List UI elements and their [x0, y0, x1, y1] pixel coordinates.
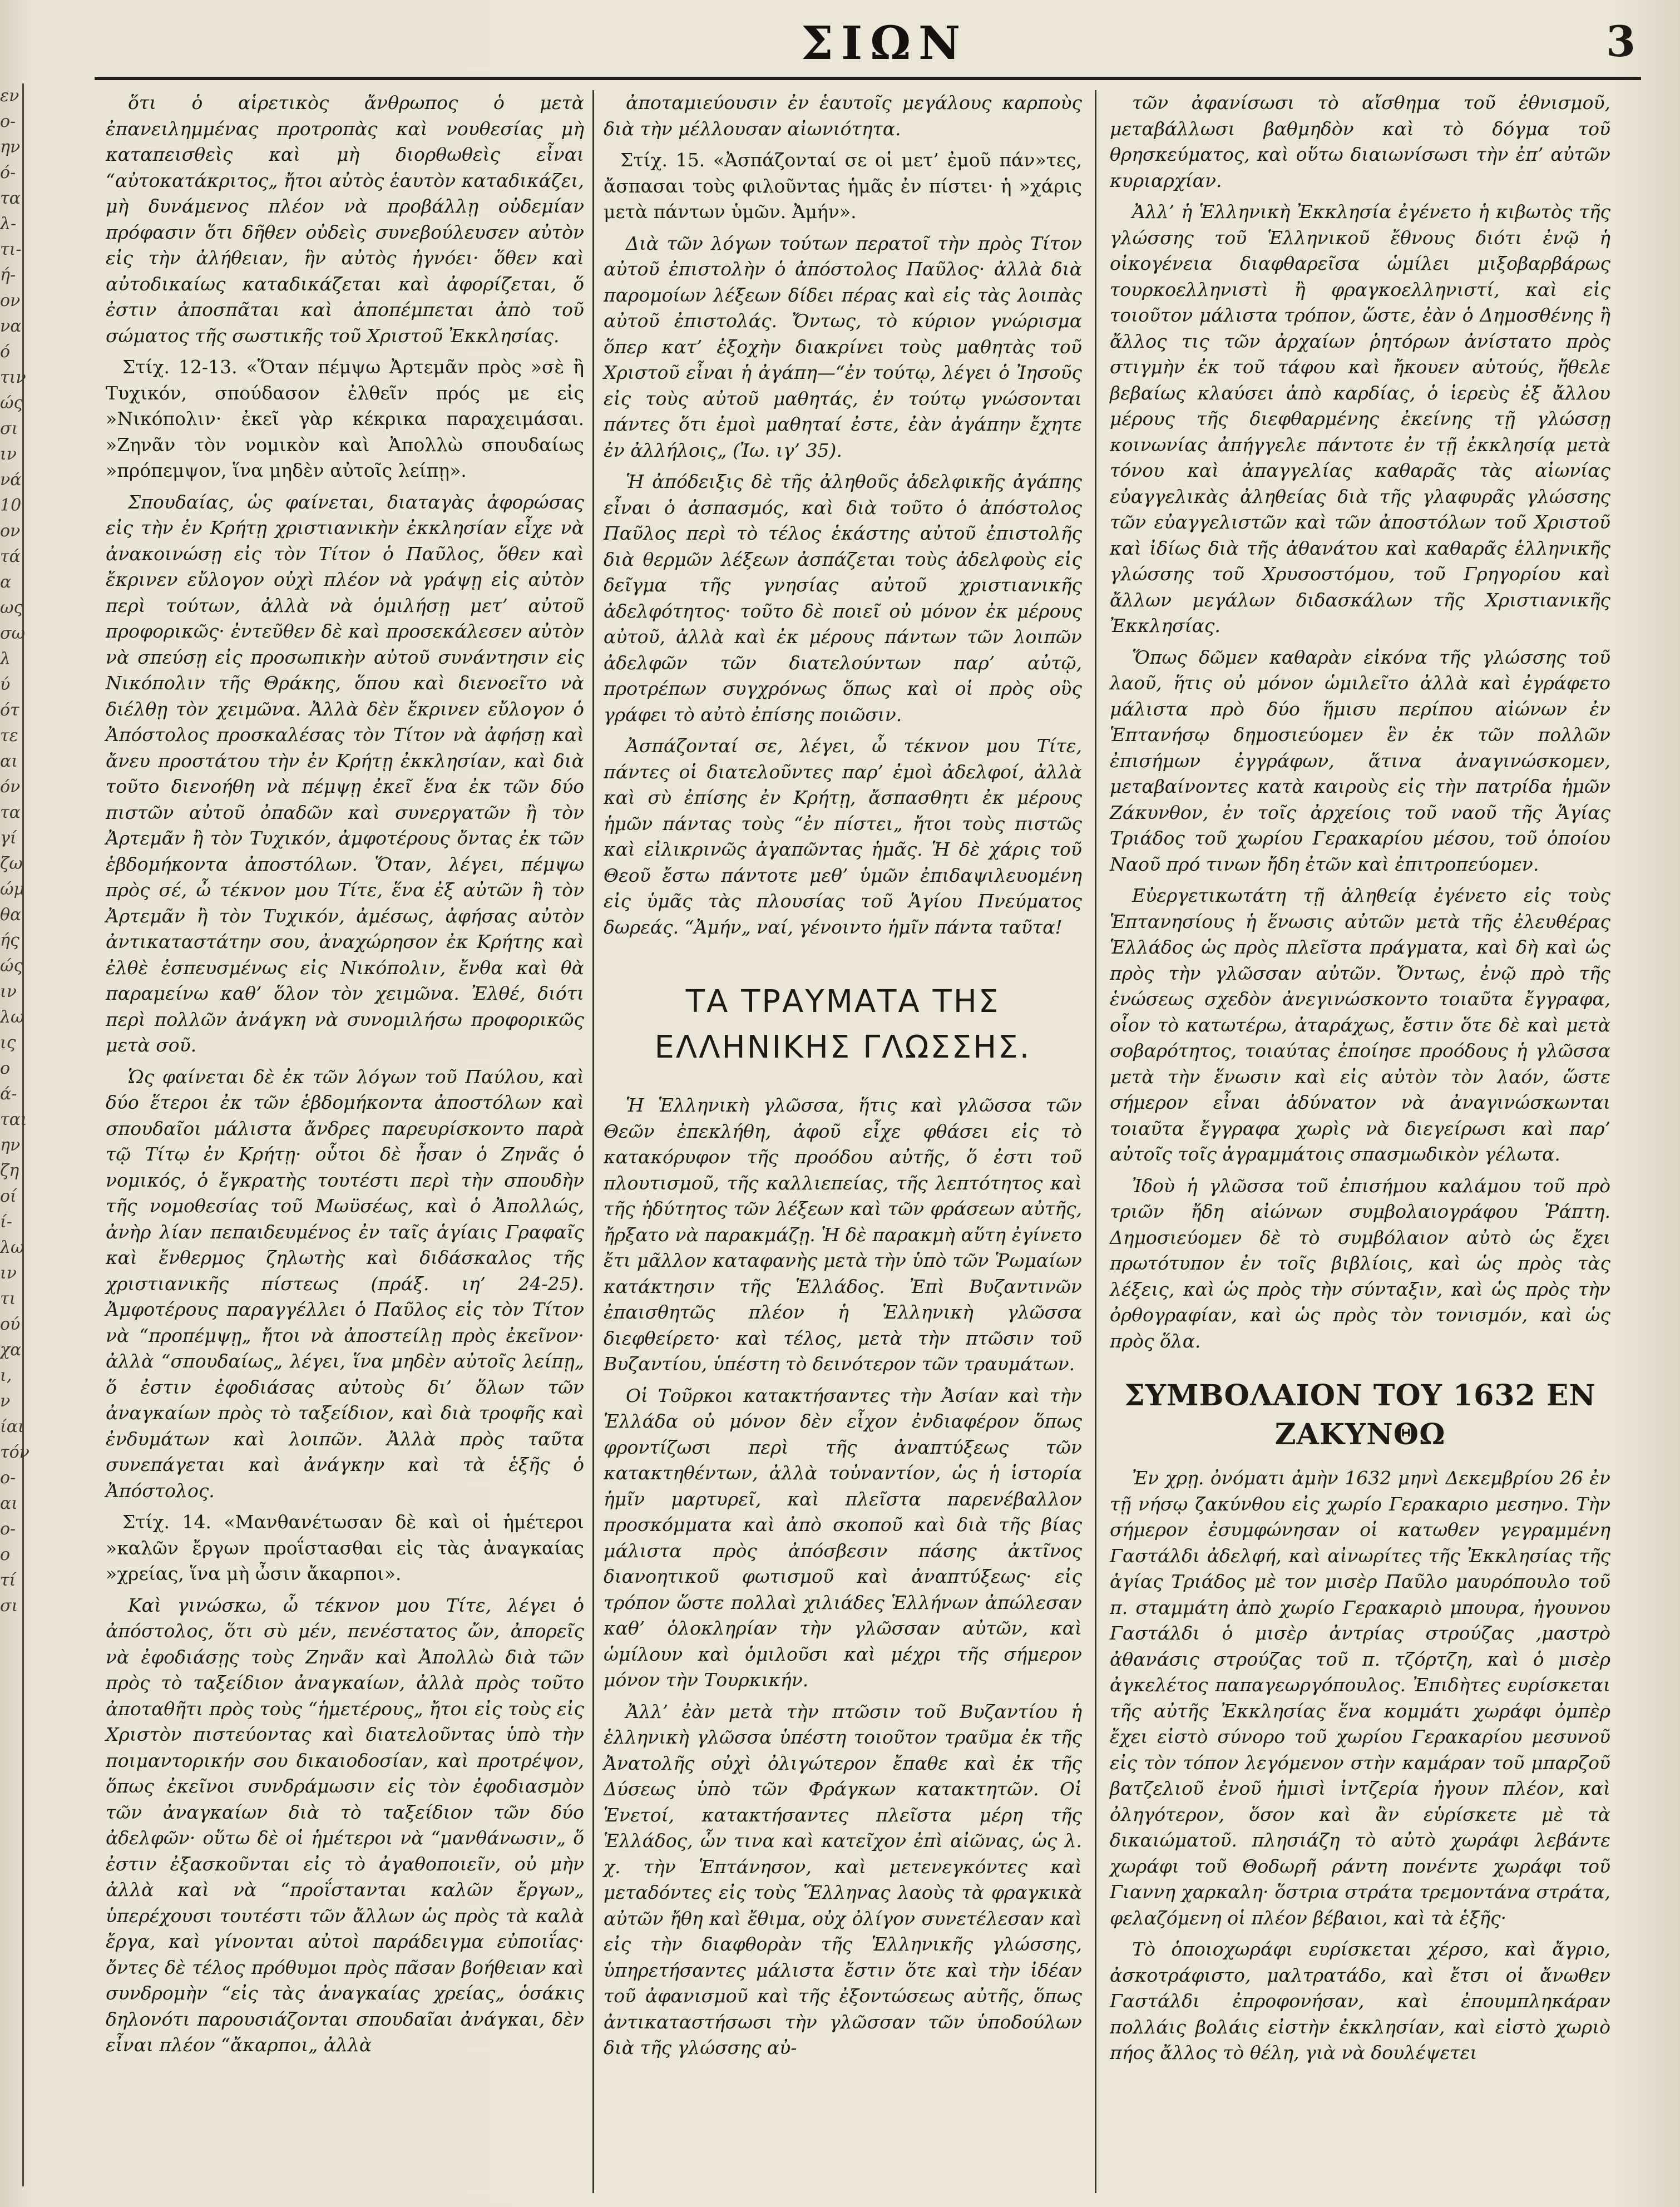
article-headline: ΤΑ ΤΡΑΥΜΑΤΑ ΤΗΣ ΕΛΛΗΝΙΚΗΣ ΓΛΩΣΣΗΣ.	[654, 984, 1031, 1065]
edge-fragment: λω	[0, 1238, 24, 1257]
paragraph: Σπουδαίας, ὡς φαίνεται, διαταγὰς ἀφορώσας εἰς τὴν ἐν Κρήτῃ χριστιανικὴν ἐκκλησίαν εἶχε νὰ ἀνακοινώσῃ εἰς τὸν Τίτον ὁ Παῦλος, ὅθεν καὶ ἔκρινεν εὔλογον οὐχὶ πλέον νὰ γράψῃ εἰς αὐτὸν περὶ τούτων, ἀλλὰ νὰ ὁμιλήσῃ μετ’ αὐτοῦ προφορικῶς· ἐντεῦθεν δὲ καὶ προσεκάλεσεν αὐτὸν νὰ σπεύσῃ εἰς προσωπικὴν αὐτοῦ συνάντησιν εἰς Νικόπολιν τῆς Θράκης, ὅπου καὶ διενοεῖτο νὰ διέλθῃ τὸν χειμῶνα. Ἀλλὰ δὲν ἔκρινεν εὔλογον ὁ Ἀπόστολος προσκαλέσας τὸν Τίτον νὰ ἀφήσῃ καὶ ἄνευ προστάτου τὴν ἐν Κρήτῃ ἐκκλησίαν, καὶ διὰ τοῦτο διενοήθη νὰ πέμψῃ ἐκεῖ ἕνα ἐκ τῶν δύο πιστῶν αὐτοῦ ὀπαδῶν καὶ συνεργατῶν ἢ τὸν Ἀρτεμᾶν ἢ τὸν Τυχικόν, ἀμφοτέρους ὄντας ἐκ τῶν ἑβδομήκοντα ἀποστόλων. Ὅταν, λέγει, πέμψω πρὸς σέ, ὦ τέκνον μου Τίτε, ἕνα ἐξ αὐτῶν ἢ τὸν Ἀρτεμᾶν ἢ τὸν Τυχικόν, ἀμέσως, ἀφήσας αὐτὸν ἀντικαταστάτην σου, ἀναχώρησον ἐκ Κρήτης καὶ ἐλθὲ ἐσπευσμένως εἰς Νικόπολιν, ἔνθα καὶ θὰ παραμείνω καθ’ ὅλον τὸν χειμῶνα. Ἐλθέ, διότι περὶ πολλῶν ἀνάγκη νὰ συνομιλήσω προφορικῶς μετὰ σοῦ.	[106, 491, 584, 1056]
paragraph: Ὡς φαίνεται δὲ ἐκ τῶν λόγων τοῦ Παύλου, καὶ δύο ἕτεροι ἐκ τῶν ἑβδομήκοντα ἀποστόλων καὶ σπουδαῖοι μάλιστα ἄνδρες παρευρίσκοντο παρὰ τῷ Τίτῳ ἐν Κρήτῃ· οὗτοι δὲ ἦσαν ὁ Ζηνᾶς ὁ νομικός, ὁ ἔγκρατὴς τουτέστι περὶ τὴν σπουδὴν τῆς νομοθεσίας τοῦ Μωϋσέως, καὶ ὁ Ἀπολλώς, ἀνὴρ λίαν πεπαιδευμένος ἐν ταῖς ἁγίαις Γραφαῖς καὶ ἔνθερμος ζηλωτὴς καὶ διδάσκαλος τῆς χριστιανικῆς πίστεως (πράξ. ιη’ 24-25). Ἀμφοτέρους παραγγέλλει ὁ Παῦλος εἰς τὸν Τίτον νὰ “προπέμψῃ„ ἤτοι νὰ ἀποστείλῃ πρὸς ἐκεῖνον· ἀλλὰ “σπουδαίως„ λέγει, ἵνα μηδὲν αὐτοῖς λείπῃ„ ὅ ἐστιν ἐφοδιάσας αὐτοὺς δι’ ὅλων τῶν ἀναγκαίων πρὸς τὸ ταξείδιον, καὶ διὰ τροφῆς καὶ ἐνδυμάτων καὶ λοιπῶν. Ἀλλὰ πρὸς ταῦτα συνεπάγεται καὶ ἀνάγκην καὶ τὰ ἑξῆς ὁ Ἀπόστολος.	[106, 1065, 584, 1502]
column-separator	[592, 90, 594, 2193]
edge-fragment: ώμ	[0, 880, 24, 899]
edge-fragment: σι	[0, 419, 18, 438]
edge-fragment: ό	[0, 342, 11, 362]
edge-fragment: ο-	[0, 1519, 16, 1539]
edge-fragment: ότ	[0, 700, 19, 720]
edge-fragment: λω	[0, 1008, 24, 1027]
edge-fragment: ο	[0, 1059, 11, 1078]
paragraph: ἀποταμιεύουσιν ἐν ἑαυτοῖς μεγάλους καρποὺς διὰ τὴν μέλλουσαν αἰωνιότητα.	[604, 92, 1082, 140]
edge-fragment: ύ	[0, 675, 11, 694]
paragraph: Ἀλλ’ ἐὰν μετὰ τὴν πτῶσιν τοῦ Βυζαντίου ἡ ἑλληνικὴ γλῶσσα ὑπέστη τοιοῦτον τραῦμα ἐκ τῆς Ἀνατολῆς οὐχὶ ὀλιγώτερον ἔπαθε καὶ ἐκ τῆς Δύσεως ὑπὸ τῶν Φράγκων κατακτητῶν. Οἱ Ἑνετοί, κατακτήσαντες πλεῖστα μέρη τῆς Ἑλλάδος, ὧν τινα καὶ κατεῖχον ἐπὶ αἰῶνας, ὡς λ. χ. τὴν Ἑπτάνησον, καὶ μετενεγκόντες καὶ μεταδόντες εἰς τοὺς Ἕλληνας λαοὺς τὰ φραγκικὰ αὐτῶν ἤθη καὶ ἔθιμα, οὐχ ὀλίγον συνετέλεσαν καὶ εἰς τὴν διαφθορὰν τῆς Ἑλληνικῆς γλώσσης, ὑπηρετήσαντες μάλιστα ἔστιν ὅτε καὶ τὴν ἰδέαν τοῦ ἀφανισμοῦ καὶ τῆς ἐξοντώσεως αὐτῆς, ὅπως ἀντικαταστήσωσι τὴν γλῶσσαν τῶν ὑποδούλων διὰ τῆς γλώσσης αὐ-	[604, 1700, 1082, 2058]
paragraph: Ἀσπάζονταί σε, λέγει, ὦ τέκνον μου Τίτε, πάντες οἱ διατελοῦντες παρ’ ἐμοὶ ἀδελφοί, ἀλλὰ καὶ σὺ ἐπίσης ἐν Κρήτῃ, ἄσπασθητι ἐκ μέρους ἡμῶν πάντας τοὺς “ἐν πίστει„ ἤτοι τοὺς πιστῶς καὶ εἰλικρινῶς ἀγαπῶντας ἡμᾶς. Ἡ δὲ χάρις τοῦ Θεοῦ ἔστω πάντοτε μεθ’ ὑμῶν ἐπιδαψιλευομένη εἰς ὑμᾶς τὰς πλουσίας τοῦ Ἁγίου Πνεύματος δωρεάς. “Ἀμήν„ ναί, γένοιντο ἡμῖν πάντα ταῦτα!	[604, 735, 1082, 938]
paragraph: Καὶ γινώσκω, ὦ τέκνον μου Τίτε, λέγει ὁ ἀπόστολος, ὅτι σὺ μέν, πενέστατος ὤν, ἀπορεῖς νὰ ἐφοδιάσῃς τοὺς Ζηνᾶν καὶ Ἀπολλὼ διὰ τῶν πρὸς τὸ ταξείδιον ἀναγκαίων, ἀλλὰ πρὸς τοῦτο ἀποταθῆτι πρὸς τοὺς “ἡμετέρους„ ἤτοι εἰς τοὺς εἰς Χριστὸν πιστεύοντας καὶ διατελοῦντας ὑπὸ τὴν ποιμαντορικήν σου δικαιοδοσίαν, καὶ προτρέψον, ὅπως ἐκεῖνοι συνδράμωσιν εἰς τὸν ἐφοδιασμὸν τῶν ἀναγκαίων διὰ τὸ ταξείδιον τῶν δύο ἀδελφῶν· οὕτω δὲ οἱ ἡμέτεροι νὰ “μανθάνωσιν„ ὅ ἐστιν ἐξασκοῦνται εἰς τὸ ἀγαθοποιεῖν, οὐ μὴν ἀλλὰ καὶ νὰ “προΐστανται καλῶν ἔργων„ ὑπερέχουσι τουτέστι τῶν ἄλλων ὡς πρὸς τὰ καλὰ ἔργα, καὶ γίνονται αὐτοὶ παράδειγμα εὐποιΐας· ὄντες δὲ τέλος πρόθυμοι πρὸς πᾶσαν βοήθειαν καὶ συνδρομὴν “εἰς τὰς ἀναγκαίας χρείας„ ὁσάκις δηλονότι παρουσιάζονται σπουδαῖαι ἀνάγκαι, δὲν εἶναι πλέον “ἄκαρποι„ ἀλλὰ	[106, 1594, 584, 2056]
page-number: 3	[1606, 17, 1635, 66]
paragraph: Ἡ ἀπόδειξις δὲ τῆς ἀληθοῦς ἀδελφικῆς ἀγάπης εἶναι ὁ ἀσπασμός, καὶ διὰ τοῦτο ὁ ἀπόστολος Παῦλος περὶ τὸ τέλος ἑκάστης αὐτοῦ ἐπιστολῆς διὰ θερμῶν λέξεων ἀσπάζεται τοὺς ἀδελφοὺς εἰς δεῖγμα τῆς γνησίας αὐτοῦ χριστιανικῆς ἀδελφότητος· τοῦτο δὲ ποιεῖ οὐ μόνον ἐκ μέρους αὐτοῦ, ἀλλὰ καὶ ἐκ μέρους πάντων τῶν λοιπῶν ἀδελφῶν τῶν διατελούντων παρ’ αὐτῷ, προτρέπων συγχρόνως ὅπως καὶ οἱ πρὸς οὓς γράφει τὸ αὐτὸ ἐπίσης ποιῶσιν.	[604, 471, 1082, 725]
edge-fragment: ιν	[0, 445, 17, 464]
edge-fragment: τε	[0, 726, 18, 745]
paragraph: Ὅπως δῶμεν καθαρὰν εἰκόνα τῆς γλώσσης τοῦ λαοῦ, ἥτις οὐ μόνον ὡμιλεῖτο ἀλλὰ καὶ ἐγράφετο μάλιστα πρὸ δύο ἥμισυ περίπου αἰώνων ἐν Ἑπτανήσῳ δημοσιεύομεν ἓν ἐκ τῶν πολλῶν ἐπισήμων ἐγγράφων, ἅτινα ἀναγινώσκομεν, μεταβαίνοντες κατὰ καιροὺς εἰς τὴν πατρίδα ἡμῶν Ζάκυνθον, ἐν τοῖς ἀρχείοις τοῦ ναοῦ τῆς Ἁγίας Τριάδος τοῦ χωρίου Γερακαρίου μέσου, τοῦ ὁποίου Ναοῦ πρό τινων ἤδη ἐτῶν καὶ ἐπιτροπεύομεν.	[1110, 646, 1610, 875]
edge-fragment: τιν	[0, 368, 26, 387]
edge-fragment: ίαι	[0, 1417, 24, 1436]
edge-fragment: ώς	[0, 956, 23, 976]
edge-fragment: ζη	[0, 1161, 19, 1181]
edge-fragment: ό-	[0, 163, 16, 182]
edge-fragment: αι	[0, 1494, 18, 1513]
paragraph: Ἰδοὺ ἡ γλῶσσα τοῦ ἐπισήμου καλάμου τοῦ πρὸ τριῶν ἤδη αἰώνων συμβολαιογράφου Ῥάπτη. Δημοσιεύομεν δὲ τὸ συμβόλαιον αὐτὸ ὡς ἔχει πρωτότυπον ἐν τοῖς βιβλίοις, καὶ ὡς πρὸς τὰς λέξεις, καὶ ὡς πρὸς τὴν σύνταξιν, καὶ ὡς πρὸς τὴν ὀρθογραφίαν, καὶ ὡς πρὸς τὸν τονισμόν, καὶ ὡς πρὸς ὅλα.	[1110, 1174, 1610, 1352]
edge-fragment: να	[0, 317, 22, 336]
edge-fragment: σω	[0, 624, 25, 643]
edge-fragment: ού	[0, 1315, 21, 1334]
edge-fragment: ζω	[0, 854, 23, 873]
paragraph: Ἀλλ’ ἡ Ἑλληνικὴ Ἐκκλησία ἐγένετο ἡ κιβωτὸς τῆς γλώσσης τοῦ Ἑλληνικοῦ ἔθνους διότι ἐνῷ ἡ οἰκογένεια διαφθαρεῖσα ὡμίλει μιξοβαρβάρως τουρκοελληνιστὶ ἢ φραγκοελληνιστί, καὶ εἰς τοιοῦτον μάλιστα τρόπον, ὥστε, ἐὰν ὁ Δημοσθένης ἢ ἄλλος τις τῶν ἀρχαίων ῥητόρων ἀνίστατο πρὸς στιγμὴν ἐκ τοῦ τάφου καὶ ἤκουεν αὐτούς, ἤθελε βεβαίως κλαύσει ἀπὸ καρδίας, ὁ ἱερεὺς ἐξ ἄλλου μέρους τῆς διεφθαρμένης ἐκείνης τῇ γλώσσῃ κοινωνίας ἀπήγγελε πάντοτε ἐν τῇ ἐκκλησίᾳ μετὰ τόνου καὶ ἀπαγγελίας καθαρᾶς τὰς αἰωνίας εὐαγγελικὰς ἀληθείας διὰ τῆς γλαφυρᾶς γλώσσης τῶν εὐαγγελιστῶν καὶ τῶν ἀποστόλων τοῦ Χριστοῦ καὶ ἰδίως διὰ τῆς ἀθανάτου καὶ καθαρᾶς ἑλληνικῆς γλώσσης τοῦ Χρυσοστόμου, τοῦ Γρηγορίου καὶ ἄλλων μεγάλων διδασκάλων τῆς Χριστιανικῆς Ἐκκλησίας.	[1110, 201, 1610, 636]
document-subheading: ΣΥΜΒΟΛΑΙΟΝ ΤΟΥ 1632 ΕΝ ΖΑΚΥΝΘΩ	[1124, 1379, 1596, 1451]
edge-fragment: τά	[0, 547, 21, 566]
edge-fragment: αι	[0, 752, 18, 771]
masthead: ΣΙΩΝ	[801, 17, 969, 70]
edge-fragment: νά	[0, 470, 22, 490]
edge-fragment: ά-	[0, 1084, 17, 1104]
edge-fragment: τι	[0, 1289, 16, 1309]
edge-fragment: ις	[0, 1033, 16, 1053]
paragraph: Διὰ τῶν λόγων τούτων περατοῖ τὴν πρὸς Τίτον αὐτοῦ ἐπιστολὴν ὁ ἀπόστολος Παῦλος· ἀλλὰ διὰ παρομοίων λέξεων δίδει πέρας καὶ εἰς τὰς λοιπὰς αὐτοῦ ἐπιστολάς. Ὄντως, τὸ κύριον γνώρισμα ὅπερ κατ’ ἐξοχὴν διακρίνει τοὺς μαθητὰς τοῦ Χριστοῦ εἶναι ἡ ἀγάπη—“ἐν τούτῳ, λέγει ὁ Ἰησοῦς εἰς τοὺς αὐτοῦ μαθητάς, ἐν τούτῳ γνώσονται πάντες ὅτι ἐμοὶ μαθηταί ἐστε, ἐὰν ἀγάπην ἔχητε ἐν ἀλλήλοις„ (Ἰω. ιγ’ 35).	[604, 232, 1082, 461]
edge-fragment: ον	[0, 521, 21, 541]
column-1	[106, 90, 584, 2193]
edge-fragment: ην	[0, 137, 21, 157]
edge-fragment: τι-	[0, 240, 22, 259]
header-rule	[95, 77, 1641, 80]
edge-fragment: ο-	[0, 112, 16, 131]
edge-fragment: ιν	[0, 1263, 17, 1283]
edge-fragment: ι,	[0, 1366, 12, 1385]
adjacent-page-edge	[0, 83, 29, 2186]
scripture-verse: Στίχ. 15. «Ἀσπάζονταί σε οἱ μετ’ ἐμοῦ πάν»τες, ἄσπασαι τοὺς φιλοῦντας ἡμᾶς ἐν πίστει· ἡ »χάρις μετὰ πάντων ὑμῶν. Ἀμήν».	[604, 149, 1082, 223]
paragraph: τῶν ἀφανίσωσι τὸ αἴσθημα τοῦ ἐθνισμοῦ, μεταβάλλωσι βαθμηδὸν καὶ τὸ δόγμα τοῦ θρησκεύματος, καὶ οὕτω διαιωνίσωσι τὴν ἐπ’ αὐτῶν κυριαρχίαν.	[1110, 92, 1610, 191]
paragraph: Ἡ Ἑλληνικὴ γλῶσσα, ἥτις καὶ γλῶσσα τῶν Θεῶν ἐπεκλήθη, ἀφοῦ εἶχε φθάσει εἰς τὸ κατακόρυφον τῆς προόδου αὐτῆς, ὅ ἐστι τοῦ πλουτισμοῦ, τῆς καλλιεπείας, τῆς λεπτότητος καὶ τῆς ἡδύτητος τῶν λέξεων καὶ τῶν φράσεων αὐτῆς, ἤρξατο νὰ παρακμάζῃ. Ἡ δὲ παρακμὴ αὕτη ἐγίνετο ἔτι μᾶλλον καταφανὴς μετὰ τὴν ὑπὸ τῶν Ῥωμαίων κατάκτησιν τῆς Ἑλλάδος. Ἐπὶ Βυζαντινῶν ἐπαισθητῶς πλέον ἡ Ἑλληνικὴ γλῶσσα διεφθείρετο· καὶ τέλος, μετὰ τὴν πτῶσιν τοῦ Βυζαντίου, ὑπέστη τὸ δεινότερον τῶν τραυμάτων.	[604, 1094, 1082, 1375]
scripture-verse: Στίχ. 12-13. «Ὅταν πέμψω Ἀρτεμᾶν πρὸς »σὲ ἢ Τυχικόν, σπούδασον ἐλθεῖν πρός με εἰς »Νικόπολιν· ἐκεῖ γὰρ κέκρικα παραχειμάσαι. »Ζηνᾶν τὸν νομικὸν καὶ Ἀπολλὼ σπουδαίως »πρόπεμψον, ἵνα μηδὲν αὐτοῖς λείπῃ».	[106, 356, 584, 481]
paragraph: Οἱ Τοῦρκοι κατακτήσαντες τὴν Ἀσίαν καὶ τὴν Ἑλλάδα οὐ μόνον δὲν εἶχον ἐνδιαφέρον ὅπως φροντίζωσι περὶ τῆς ἀναπτύξεως τῶν κατακτηθέντων, ἀλλὰ τοὐναντίον, ὡς ἡ ἱστορία ἡμῖν μαρτυρεῖ, καὶ πλεῖστα παρενέβαλλον προσκόμματα καὶ ἀπὸ σκοποῦ καὶ διὰ τῆς βίας μάλιστα πρὸς ἀπόσβεσιν πάσης ἀκτῖνος διανοητικοῦ φωτισμοῦ καὶ ἀναπτύξεως· εἰς τρόπον ὥστε πολλαὶ χιλιάδες Ἑλλήνων ἀπώλεσαν καθ’ ὁλοκληρίαν τὴν γλῶσσαν αὐτῶν, καὶ ὡμίλουν καὶ ὁμιλοῦσι καὶ μέχρι τῆς σήμερον μόνον τὴν Τουρκικήν.	[604, 1384, 1082, 1691]
edge-fragment: ως	[0, 598, 23, 618]
edge-fragment: ην	[0, 1135, 21, 1155]
edge-fragment: α	[0, 572, 12, 592]
column-separator	[1095, 90, 1096, 2193]
edge-fragment: τόν	[0, 1443, 29, 1462]
edge-fragment: ώς	[0, 393, 23, 413]
edge-fragment: ο	[0, 1545, 11, 1564]
page-header	[100, 17, 1635, 72]
column-2	[604, 90, 1082, 2193]
paragraph: Εὐεργετικωτάτη τῇ ἀληθείᾳ ἐγένετο εἰς τοὺς Ἑπτανησίους ἡ ἕνωσις αὐτῶν μετὰ τῆς ἐλευθέρας Ἑλλάδος ὡς πρὸς πλεῖστα πράγματα, καὶ δὴ καὶ ὡς πρὸς τὴν γλῶσσαν αὐτῶν. Ὄντως, ἐνῷ πρὸ τῆς ἑνώσεως σχεδὸν ἀνεγινώσκοντο τοιαῦτα ἔγγραφα, οἷον τὸ κατωτέρω, ἀταράχως, ἔστιν ὅτε δὲ καὶ μετὰ σοβαρότητος, τοιαύτας ἐποίησε προόδους ἡ γλῶσσα μετὰ τὴν ἕνωσιν καὶ εἰς αὐτὸν τὸν λαόν, ὥστε σήμερον εἶναι ἀδύνατον νὰ ἀναγινώσκωνται τοιαῦτα ἔγγραφα χωρὶς νὰ διεγείρωσι καὶ παρ’ αὐτοῖς τοῖς ἀγραμμάτοις σπασμωδικὸν γέλωτα.	[1110, 885, 1610, 1165]
edge-fragment: 10	[0, 496, 22, 515]
edge-fragment: ο-	[0, 1468, 16, 1488]
paragraph: Ἐν χρῃ. ὀνόματι ἀμὴν 1632 μηνὶ Δεκεμβρίου 26 ἐν τῇ νήσῳ ζακύνθου εἰς χωρίο Γερακαριο μεσηνο. Τὴν σήμερον ἐσυμφώνησαν οἱ κατωθεν γεγραμμένη Γαστάλδι ἀδελφή, καὶ αἰνωρίτες τῆς Ἐκκλησίας τῆς ἁγίας Τριάδος μὲ τον μισὲρ Παῦλο μαυρόπουλο τοῦ π. σταμμάτη ἀπὸ χωρίο Γερακαριὸ μπουρα, ἠγουνου Γαστάλδι ὁ μισὲρ ἀντρίας στρούζας ,μαστρὸ ἀθανάσις στρούζας τοῦ π. τζόρτζη, καὶ ὁ μισὲρ ἀγκελέτος παπαγεωργόπουλος. Ἐπιδὴτες ευρίσκεται τῆς αὐτῆς Ἐκκλησίας ἕνα κομμάτι χωράφι ὀμπὲρ ἔχει εἰστὸ σύνορο τοῦ χωρίου Γερακαρίου μεσυνοῦ εἰς τὸν τόπον λεγόμενον στὴν καμάραν τοῦ μπαρζοῦ βατζελιοῦ ἐνοῦ ἡμισὶ ἰντζερία ἠγουν πλέον, καὶ ὀληγότερον, ὅσον καὶ ἂν εὑρίσκετε μὲ τὰ δικαιώματοῦ. πλησιάζη τὸ αὐτὸ χωράφι λεβάντε χωράφι τοῦ Θοδωρῆ ράντη πονέντε χωράφι τοῦ Γιαννη χαρκαλη· ὅστρια στράτα τρεμοντάνα στράτα, φελαζόμενη οἱ πλέον βέβαιοι, καὶ τὰ ἑξῆς·	[1110, 1467, 1610, 1929]
edge-fragment: τα	[0, 189, 21, 208]
edge-fragment: χα	[0, 1340, 22, 1360]
edge-fragment: ιν	[0, 982, 17, 1001]
edge-fragment: τί	[0, 1571, 16, 1590]
edge-fragment: γί	[0, 828, 17, 848]
edge-fragment: όν	[0, 777, 21, 797]
edge-fragment: λ	[0, 649, 11, 669]
edge-fragment: ν	[0, 1391, 11, 1411]
edge-fragment: θα	[0, 905, 22, 925]
edge-fragment: ται	[0, 1110, 27, 1129]
edge-fragment: τα	[0, 803, 21, 822]
edge-fragment: ί-	[0, 1212, 12, 1232]
edge-fragment: λ-	[0, 214, 17, 234]
edge-fragment: ον	[0, 291, 21, 310]
paragraph: Τὸ ὁποιοχωράφι ευρίσκεται χέρσο, καὶ ἄγριο, ἀσκοτράφιστο, μαλτρατάδο, καὶ ἔτσι οἱ ἄνωθεν Γαστάλδι ἐπροφονήσαν, καὶ ἐπουμπληκάραν πολλάις βολάις εἰστὴν ἐκκλησίαν, καὶ εἰστὸ χωριὸ πήος ἄλλος τὸ θέλη, γιὰ νὰ δουλέψετει	[1110, 1938, 1610, 2063]
paragraph: ὅτι ὁ αἱρετικὸς ἄνθρωπος ὁ μετὰ ἐπανειλημμένας προτροπὰς καὶ νουθεσίας μὴ καταπεισθεὶς καὶ μὴ διορθωθεὶς εἶναι “αὐτοκατάκριτος„ ἤτοι αὐτὸς ἑαυτὸν καταδικάζει, μὴ δυνάμενος πλέον νὰ προβάλλῃ οὐδεμίαν πρόφασιν ὅτι δῆθεν οὐδεὶς συνεβούλευσεν αὐτὸν εἰς τὴν ἀλήθειαν, ἣν αὐτὸς ἠγνόει· ὅθεν καὶ αὐτοδικαίως καταδικάζεται καὶ ἀφορίζεται, ὅ ἐστιν ἀποσπᾶται καὶ ἀποπέμπεται ἀπὸ τοῦ σώματος τῆς σωστικῆς τοῦ Χριστοῦ Ἐκκλησίας.	[106, 92, 584, 347]
edge-fragment: σι	[0, 1596, 18, 1616]
scripture-verse: Στίχ. 14. «Μανθανέτωσαν δὲ καὶ οἱ ἡμέτεροι »καλῶν ἔργων προΐστασθαι εἰς τὰς ἀναγκαίας »χρείας, ἵνα μὴ ὦσιν ἄκαρποι».	[106, 1511, 584, 1584]
edge-fragment: ής	[0, 931, 19, 950]
column-3	[1110, 90, 1610, 2193]
edge-fragment: εν	[0, 86, 19, 106]
edge-fragment: οί	[0, 1187, 17, 1206]
edge-fragment: ή-	[0, 265, 16, 285]
